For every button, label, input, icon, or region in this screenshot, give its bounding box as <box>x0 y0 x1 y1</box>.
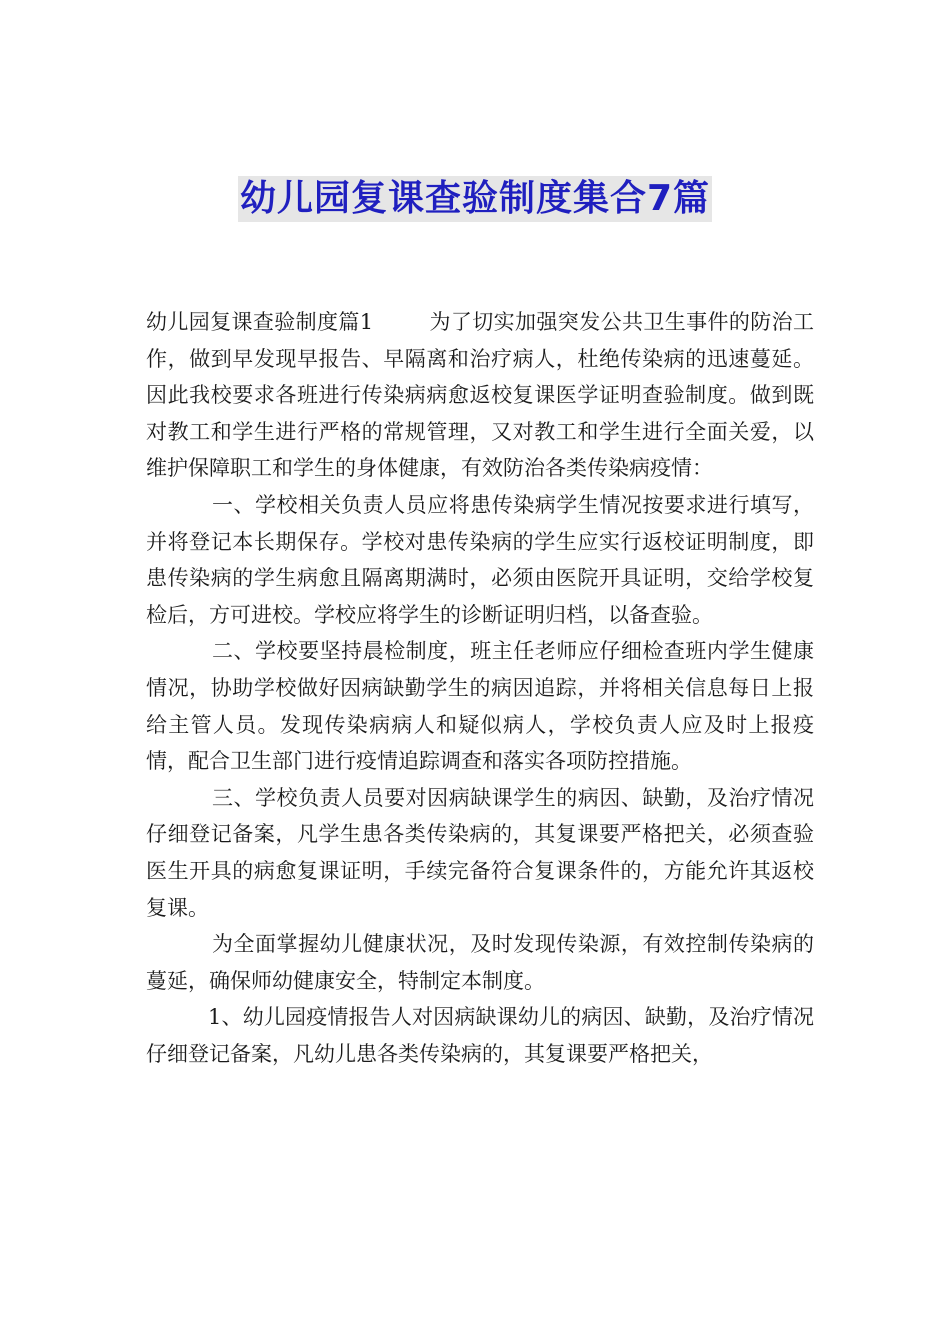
document-body <box>146 304 814 1072</box>
section-heading: 幼儿园复课查验制度篇1 <box>146 310 374 334</box>
document-title: 幼儿园复课查验制度集合7篇 <box>238 176 712 222</box>
paragraph-3: 三、学校负责人员要对因病缺课学生的病因、缺勤，及治疗情况仔细登记备案，凡学生患各类传染病的，其复课要严格把关，必须查验医生开具的病愈复课证明，手续完备符合复课条件的，方能允许其返校复课。 <box>146 785 814 920</box>
paragraph-1: 一、学校相关负责人员应将患传染病学生情况按要求进行填写，并将登记本长期保存。学校对患传染病的学生应实行返校证明制度，即患传染病的学生病愈且隔离期满时，必须由医院开具证明，交给学校复检后，方可进校。学校应将学生的诊断证明归档，以备查验。 <box>146 492 814 627</box>
intro-text: 为了切实加强突发公共卫生事件的防治工作，做到早发现早报告、早隔离和治疗病人，杜绝传染病的迅速蔓延。因此我校要求各班进行传染病病愈返校复课医学证明查验制度。做到既对教工和学生进行严格的常规管理，又对教工和学生进行全面关爱，以维护保障职工和学生的身体健康，有效防治各类传染病疫情： <box>146 310 814 481</box>
paragraph-2: 二、学校要坚持晨检制度，班主任老师应仔细检查班内学生健康情况，协助学校做好因病缺勤学生的病因追踪，并将相关信息每日上报给主管人员。发现传染病病人和疑似病人，学校负责人应及时上报疫情，配合卫生部门进行疫情追踪调查和落实各项防控措施。 <box>146 639 814 774</box>
paragraph-4: 为全面掌握幼儿健康状况，及时发现传染源，有效控制传染病的蔓延，确保师幼健康安全，特制定本制度。 <box>146 932 814 993</box>
paragraph-5: 1、幼儿园疫情报告人对因病缺课幼儿的病因、缺勤，及治疗情况仔细登记备案，凡幼儿患各类传染病的，其复课要严格把关， <box>146 1005 814 1066</box>
title-container <box>0 176 950 222</box>
intro-paragraph <box>146 304 814 487</box>
